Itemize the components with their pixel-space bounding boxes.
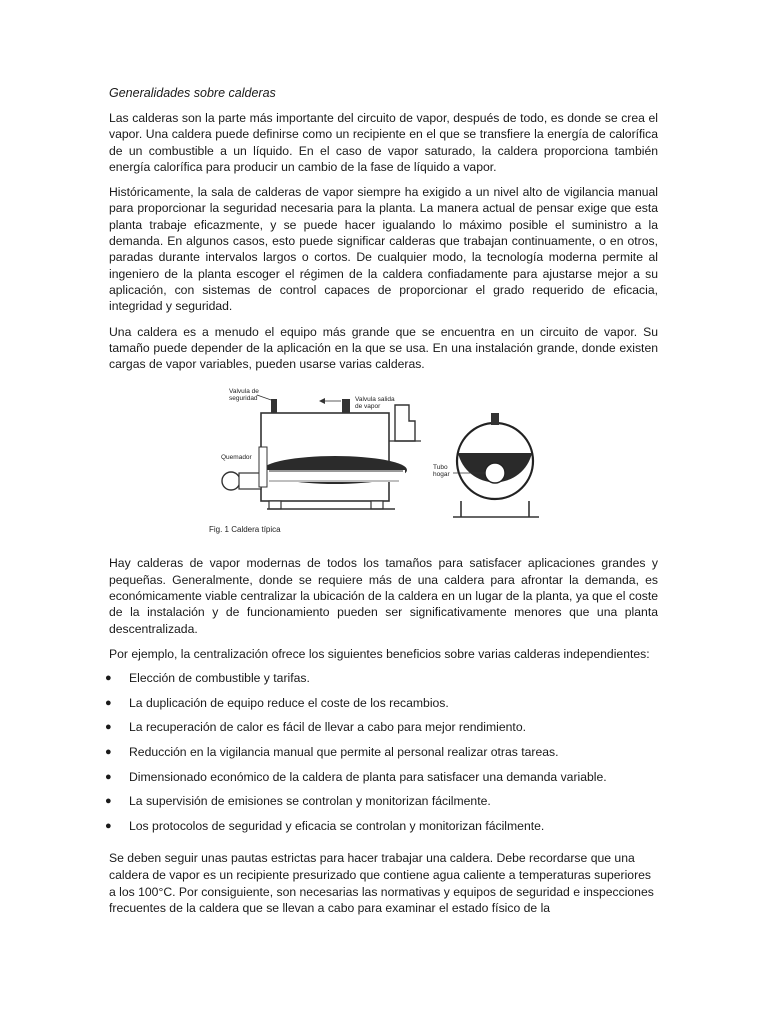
bullet-dot: ● (105, 795, 112, 808)
benefits-list (105, 671, 658, 834)
figure-caption: Fig. 1 Caldera típica (209, 525, 281, 535)
outlet-valve-shape (342, 399, 350, 413)
bullet-dot: ● (105, 746, 112, 759)
bullet-dot: ● (105, 770, 112, 783)
paragraph-intro: Las calderas son la parte más importante del circuito de vapor, después de todo, es donde se crea el vapor. Una caldera puede definirse como un recipiente en el que se transfiere la energía de calorífica de un combustible a un líquido. En el caso de vapor saturado, la caldera proporciona también energía calorífica para producir un cambio de la fase de líquido a vapor. (109, 111, 658, 174)
label-furnace-tube-1: Tubo (433, 464, 448, 472)
list-item (105, 769, 658, 786)
list-item-text: La recuperación de calor es fácil de llevar a cabo para mejor rendimiento. (129, 720, 526, 735)
list-item-text: Los protocolos de seguridad y eficacia se controlan y monitorizan fácilmente. (129, 818, 545, 833)
label-burner: Quemador (221, 454, 252, 462)
safety-valve-shape (271, 399, 277, 413)
list-item-text: Elección de combustible y tarifas. (129, 671, 310, 686)
list-item-text: La supervisión de emisiones se controlan y monitorizan fácilmente. (129, 794, 491, 809)
list-item (105, 818, 658, 835)
list-item-text: La duplicación de equipo reduce el coste de los recambios. (129, 695, 449, 710)
paragraph-modern-boilers: Hay calderas de vapor modernas de todos los tamaños para satisfacer aplicaciones grandes y pequeñas. Generalmente, donde se requiere más de una caldera para afrontar la demanda, es económicamente viable centralizar la ubicación de la caldera en un lugar de la planta, ya que el coste de la instalación y de funcionamiento pueden ser significativamente menores que una planta descentralizada. (109, 556, 658, 636)
bullet-dot: ● (105, 696, 112, 709)
document-body (105, 86, 658, 844)
paragraph-guidelines: Se deben seguir unas pautas estrictas para hacer trabajar una caldera. Debe recordarse que una caldera de vapor es un recipiente presurizado que contiene agua caliente a temperaturas superiores a los 100°C. Por consiguiente, son necesarias las normativas y equipos de seguridad e inspecciones frecuentes de la caldera que se llevan a cabo para examinar el estado físico de la (109, 851, 654, 916)
paragraph-centralization: Por ejemplo, la centralización ofrece los siguientes beneficios sobre varias calderas independientes: (109, 646, 650, 661)
list-item (105, 720, 658, 736)
paragraph-size: Una caldera es a menudo el equipo más grande que se encuentra en un circuito de vapor. Su tamaño puede depender de la aplicación en la que se usa. En una instalación grande, donde existen cargas de vapor variables, pueden usarse varias calderas. (109, 324, 658, 372)
list-item-text: Dimensionado económico de la caldera de planta para satisfacer una demanda variable. (129, 769, 607, 784)
label-furnace-tube-2: hogar (433, 471, 450, 479)
boiler-diagram (109, 381, 658, 543)
boiler-figure (109, 381, 658, 543)
boiler-support-left (269, 501, 281, 509)
bullet-dot: ● (105, 672, 112, 685)
list-item-text: Reducción en la vigilancia manual que permite al personal realizar otras tareas. (129, 745, 559, 760)
label-outlet-valve-2: de vapor (355, 403, 381, 411)
bullet-dot: ● (105, 721, 112, 734)
burner-shape (222, 472, 240, 490)
label-outlet-valve-1: Valvula salida (355, 396, 395, 404)
document-title: Generalidades sobre calderas (109, 86, 276, 100)
list-item (105, 794, 658, 810)
list-item (105, 745, 658, 761)
bullet-dot: ● (105, 819, 112, 832)
list-item (105, 671, 658, 687)
label-safety-valve-2: seguridad (229, 395, 258, 403)
list-item (105, 695, 658, 712)
chimney-shape (395, 405, 415, 441)
boiler-support-right (371, 501, 383, 509)
paragraph-history: Históricamente, la sala de calderas de vapor siempre ha exigido a un nivel alto de vigilancia manual para proporcionar la seguridad necesaria para la planta. La manera actual de pensar exige que esta planta trabaje eficazmente, y se puede hacer igualando lo máximo posible el suministro a la demanda. En algunos casos, esto puede significar calderas que trabajan continuamente, o en otros, paradas durante intervalos largos o cortos. De cualquier modo, la tecnología moderna permite al ingeniero de la planta escoger el régimen de la caldera confiadamente para ajustarse mejor a su aplicación, con sistemas de control capaces de proporcionar el grado requerido de eficacia, integridad y seguridad. (109, 185, 658, 314)
document-final-section (109, 850, 658, 926)
label-safety-valve-1: Valvula de (229, 388, 259, 396)
